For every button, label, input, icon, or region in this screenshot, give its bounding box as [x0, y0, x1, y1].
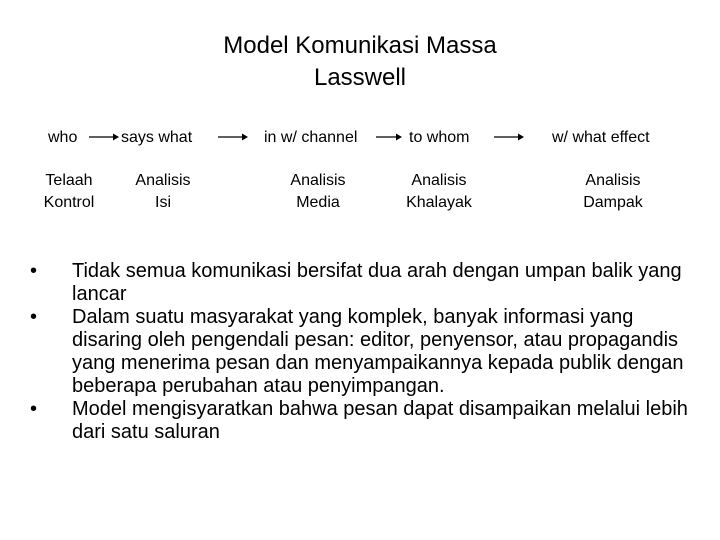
title-line-1: Model Komunikasi Massa — [223, 32, 497, 59]
bullet-text: Tidak semua komunikasi bersifat dua arah dengan umpan balik yang lancar — [72, 260, 682, 305]
bullet-icon: • — [30, 398, 38, 420]
flow-label-who: who — [48, 129, 78, 146]
flow-label-effect: w/ what effect — [552, 129, 650, 146]
list-item — [30, 260, 690, 306]
analysis-line-2: Dampak — [583, 194, 643, 211]
analysis-line-2: Isi — [155, 194, 171, 211]
bullet-text: Model mengisyaratkan bahwa pesan dapat disampaikan melalui lebih dari satu saluran — [72, 398, 688, 443]
analysis-line-1: Analisis — [585, 172, 641, 189]
arrow-right-icon — [217, 130, 249, 144]
analysis-media — [282, 170, 354, 214]
title-line-2: Lasswell — [313, 64, 407, 91]
analysis-line-2: Kontrol — [43, 194, 95, 211]
arrow-right-icon — [493, 130, 525, 144]
bullet-text: Dalam suatu masyarakat yang komplek, banyak informasi yang disaring oleh pengendali pesan: editor, penyensor, atau propagandis yang menerima pesan dan menyampaikannya kepada publik dengan beberapa perubahan atau penyimpangan. — [72, 306, 684, 397]
analysis-line-2: Media — [296, 194, 340, 211]
analysis-line-1: Telaah — [45, 172, 93, 189]
analysis-line-1: Analisis — [411, 172, 467, 189]
analysis-khalayak — [398, 170, 480, 214]
analysis-kontrol — [38, 170, 100, 214]
arrow-right-icon — [88, 130, 120, 144]
analysis-line-1: Analisis — [135, 172, 191, 189]
analysis-line-1: Analisis — [290, 172, 346, 189]
analysis-isi — [128, 170, 198, 214]
flow-label-to-whom: to whom — [409, 129, 470, 146]
analysis-dampak — [574, 170, 652, 214]
flow-label-channel: in w/ channel — [264, 129, 358, 146]
bullet-icon: • — [30, 260, 38, 282]
bullet-list — [30, 260, 690, 444]
list-item — [30, 306, 690, 398]
list-item — [30, 398, 690, 444]
analysis-line-2: Khalayak — [406, 194, 472, 211]
bullet-icon: • — [30, 306, 38, 328]
flow-label-says-what: says what — [121, 129, 193, 146]
arrow-right-icon — [375, 130, 403, 144]
page-title — [0, 30, 720, 94]
